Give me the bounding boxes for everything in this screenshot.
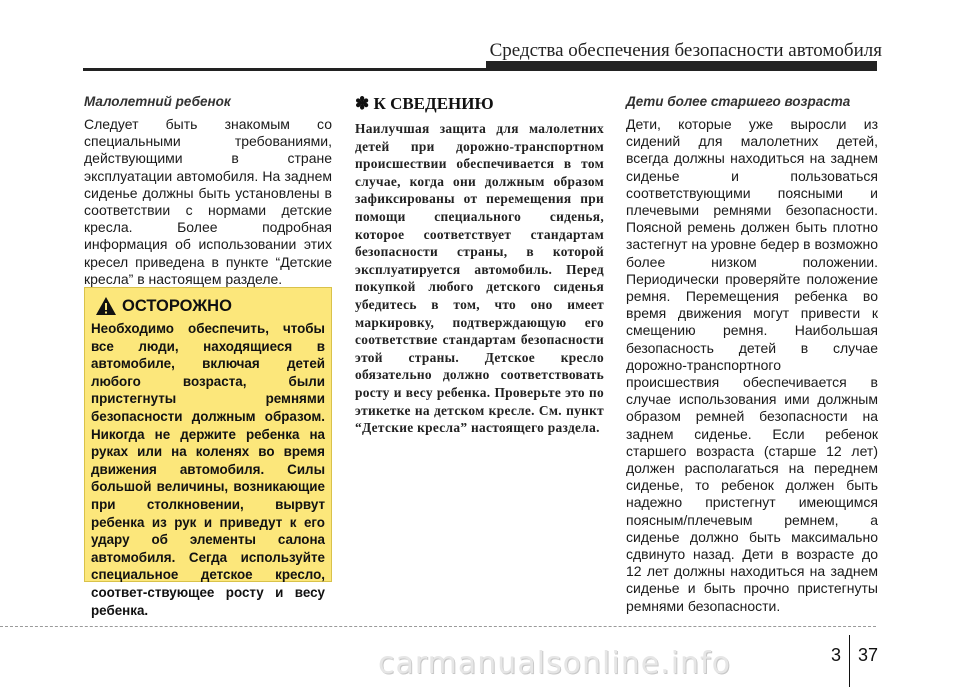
warning-title: ОСТОРОЖНО bbox=[122, 296, 232, 315]
right-column bbox=[626, 94, 878, 615]
page-number-separator bbox=[849, 635, 850, 687]
warning-text: Необходимо обеспечить, чтобы все люди, находящиеся в автомобиле, включая детей любого возраста, были пристегнуты ремнями безопасности должным образом. Никогда не держите ребенка на руках или на коленях во время движения автомобиля. Силы большой величины, возникающие при столкновении, вырвут ребенка из рук и приведут к его удару об элементы салона автомобиля. Сегда используйте специальное детское кресло, соответ-ствующее росту и весу ребенка. bbox=[91, 321, 325, 618]
chapter-number: 3 bbox=[830, 644, 841, 665]
watermark-text: carmanualsonline.info bbox=[378, 646, 731, 681]
header-rule bbox=[83, 68, 877, 71]
subheading-older-children: Дети более старшего возраста bbox=[626, 94, 851, 109]
footer-rule bbox=[0, 626, 876, 627]
young-child-paragraph: Следует быть знакомым со специальными требованиями, действующими в стране эксплуатации автомобиля. На заднем сиденье должны быть установлены в соответствии с нормами детские кресла. Более подробная информация об использовании этих кресел приведена в пункте “Детские кресла” в настоящем разделе. bbox=[84, 116, 332, 287]
subheading-young-child: Малолетний ребенок bbox=[84, 94, 231, 109]
left-column bbox=[84, 94, 332, 288]
warning-box bbox=[84, 287, 332, 618]
middle-column bbox=[355, 94, 604, 437]
older-children-paragraph: Дети, которые уже выросли из сидений для малолетних детей, всегда должны находиться на заднем сиденье и пользоваться соответствующими поясными и плечевыми ремнями безопасности. Поясной ремень должен быть плотно застегнут на уровне бедер в возможно более низком положении. Периодически проверяйте положение ремня. Перемещения ребенка во время движения могут привести к смещению ремня. Наибольшая безопасность детей в случае дорожно-транспортного происшествия обеспечивается в случае использования ими должным образом ремней безопасности на заднем сиденье. Если ребенок старшего возраста (старше 12 лет) должен располагаться на переднем сиденье, то ребенок должен быть надежно пристегнут имеющимся поясным/плечевым ремнем, а сиденье должно быть максимально сдвинуто назад. Дети в возрасте до 12 лет должны находиться на заднем сиденье и быть прочно пристегнуты ремнями безопасности. bbox=[626, 116, 878, 614]
warning-header bbox=[95, 296, 325, 316]
section-header-title: Средства обеспечения безопасности автомобиля bbox=[489, 40, 882, 61]
note-paragraph: Наилучшая защита для малолетних детей при дорожно-транспортном происшествии обеспечивается в том случае, когда они должным образом зафиксированы от перемещения при помощи специального сиденья, которое соответствует стандартам безопасности страны, в которой эксплуатируется автомобиль. Перед покупкой любого детского сиденья убедитесь в том, что оно имеет маркировку, подтверждающую его соответствие стандартам безопасности этой страны. Детское кресло обязательно должно соответствовать росту и весу ребенка. Проверьте это по этикетке на детском кресле. См. пункт “Детские кресла” настоящего раздела. bbox=[355, 121, 604, 436]
page-number bbox=[831, 623, 878, 687]
page-number-value: 37 bbox=[857, 644, 878, 665]
warning-triangle-icon bbox=[95, 296, 117, 316]
note-heading: ✽ К СВЕДЕНИЮ bbox=[355, 94, 494, 113]
header-tab-bar bbox=[486, 61, 877, 68]
